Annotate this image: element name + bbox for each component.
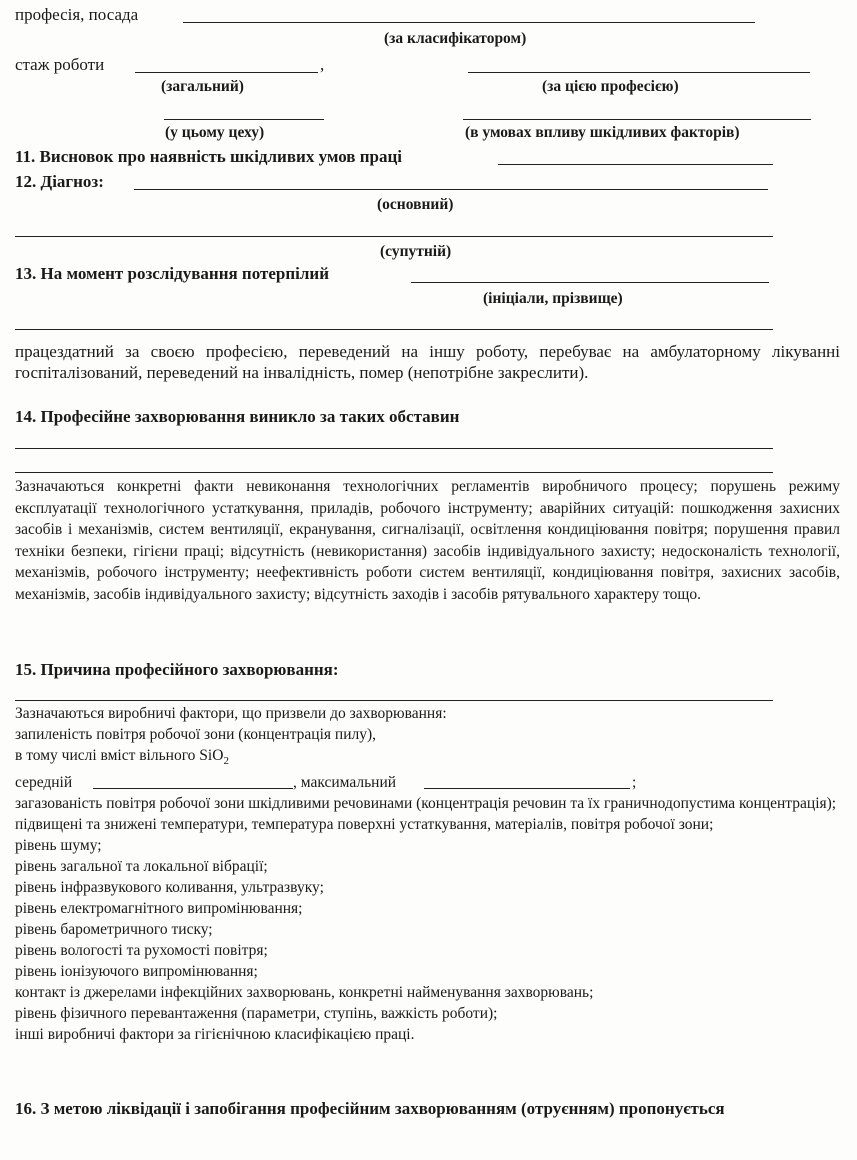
section-13-label: 13. На момент розслідування потерпілий <box>15 264 330 283</box>
exp-shop-field[interactable] <box>164 119 324 120</box>
profession-label: професія, посада <box>15 5 139 24</box>
victim-name-field[interactable] <box>411 282 769 283</box>
factor-item: рівень барометричного тиску; <box>15 921 213 939</box>
average-label: середній <box>15 774 73 792</box>
section-12-label: 12. Діагноз: <box>15 172 104 191</box>
max-field[interactable] <box>424 788 630 789</box>
factor-item: рівень інфразвукового коливання, ультразвуку; <box>15 879 324 897</box>
section-11-label: 11. Висновок про наявність шкідливих умов праці <box>15 147 402 166</box>
exp-harmful-sub: (в умовах впливу шкідливих факторів) <box>465 124 740 141</box>
exp-profession-field[interactable] <box>468 72 810 73</box>
sio2-subscript: 2 <box>223 755 229 768</box>
section-16-text: 16. З метою ліквідації і запобігання професійним захворюванням (отруєнням) пропонується <box>15 1099 725 1118</box>
factor-dust: запиленість повітря робочої зони (концентрація пилу), <box>15 726 377 743</box>
factor-item: рівень іонізуючого випромінювання; <box>15 963 258 981</box>
factor-item: рівень шуму; <box>15 837 102 855</box>
exp-profession-sub: (за цією професією) <box>542 78 679 95</box>
section-15-list <box>15 703 845 1045</box>
factor-item: контакт із джерелами інфекційних захворювань, конкретні найменування захворювань; <box>15 984 594 1002</box>
diagnosis-secondary-sub: (супутній) <box>380 243 452 260</box>
factor-item: рівень фізичного перевантаження (параметри, ступінь, важкість роботи); <box>15 1005 498 1023</box>
exp-shop-sub: (у цьому цеху) <box>165 124 265 141</box>
diagnosis-main-sub: (основний) <box>377 196 454 213</box>
exp-harmful-field[interactable] <box>463 119 811 120</box>
factor-sio2 <box>15 745 845 772</box>
exp-general-sub: (загальний) <box>161 78 244 95</box>
section-13-text: працездатний за своєю професією, переведений на іншу роботу, перебуває на амбулаторному лікуванні госпіталізований, переведений на інвалідність, помер (непотрібне закреслити). <box>15 342 840 382</box>
diagnosis-main-field[interactable] <box>134 189 768 190</box>
diagnosis-secondary-field[interactable] <box>15 236 773 237</box>
factor-temperature: підвищені та знижені температури, температура поверхні устаткування, матеріалів, повітря робочої зони; <box>15 816 714 834</box>
sio2-text: в тому числі вміст вільного SiO <box>15 747 224 764</box>
factor-item: рівень вологості та рухомості повітря; <box>15 942 268 960</box>
factor-gas: загазованість повітря робочої зони шкідливими речовинами (концентрація речовин та їх граничнодопустима концентрація); <box>15 795 837 813</box>
factor-item: інші виробничі фактори за гігієнічною класифікацією праці. <box>15 1026 415 1044</box>
section-11-field[interactable] <box>498 164 773 165</box>
profession-field[interactable] <box>183 22 755 23</box>
section-14-line-1[interactable] <box>15 448 773 449</box>
section-14-note: Зазначаються конкретні факти невиконання технологічних регламентів виробничого процесу; порушень режиму експлуатації технологічного устаткування, приладів, робочого інструменту; аварійних ситуацій: пошкодження захисних засобів і механізмів, систем вентиляції, екранування, сигналізації, освітлення кондиціювання повітря; порушення правил техніки безпеки, гігієни праці; відсутність (невикористання) засобів індивідуального захисту; недосконалість технології, механізмів, робочого інструменту; неефективність роботи систем вентиляції, кондиціювання повітря, захисних засобів, механізмів, засобів індивідуального захисту; відсутність заходів і засобів рятувального характеру тощо. <box>15 478 840 603</box>
victim-extra-field[interactable] <box>15 329 773 330</box>
experience-comma: , <box>320 55 325 74</box>
factor-item: рівень загальної та локальної вібрації; <box>15 858 268 876</box>
factor-item: рівень електромагнітного випромінювання; <box>15 900 303 918</box>
section-14-line-2[interactable] <box>15 472 773 473</box>
experience-label: стаж роботи <box>15 55 105 74</box>
factor-average-max <box>15 772 845 793</box>
max-end: ; <box>632 774 637 792</box>
factors-intro: Зазначаються виробничі фактори, що призвели до захворювання: <box>15 705 447 722</box>
victim-name-sub: (ініціали, прізвище) <box>483 290 623 307</box>
section-15-label: 15. Причина професійного захворювання: <box>15 660 339 679</box>
max-label: , максимальний <box>293 774 397 792</box>
exp-general-field[interactable] <box>135 72 318 73</box>
section-14-label: 14. Професійне захворювання виникло за таких обставин <box>15 407 460 426</box>
section-15-field[interactable] <box>15 700 773 701</box>
profession-sub: (за класифікатором) <box>384 30 527 47</box>
average-field[interactable] <box>93 788 293 789</box>
